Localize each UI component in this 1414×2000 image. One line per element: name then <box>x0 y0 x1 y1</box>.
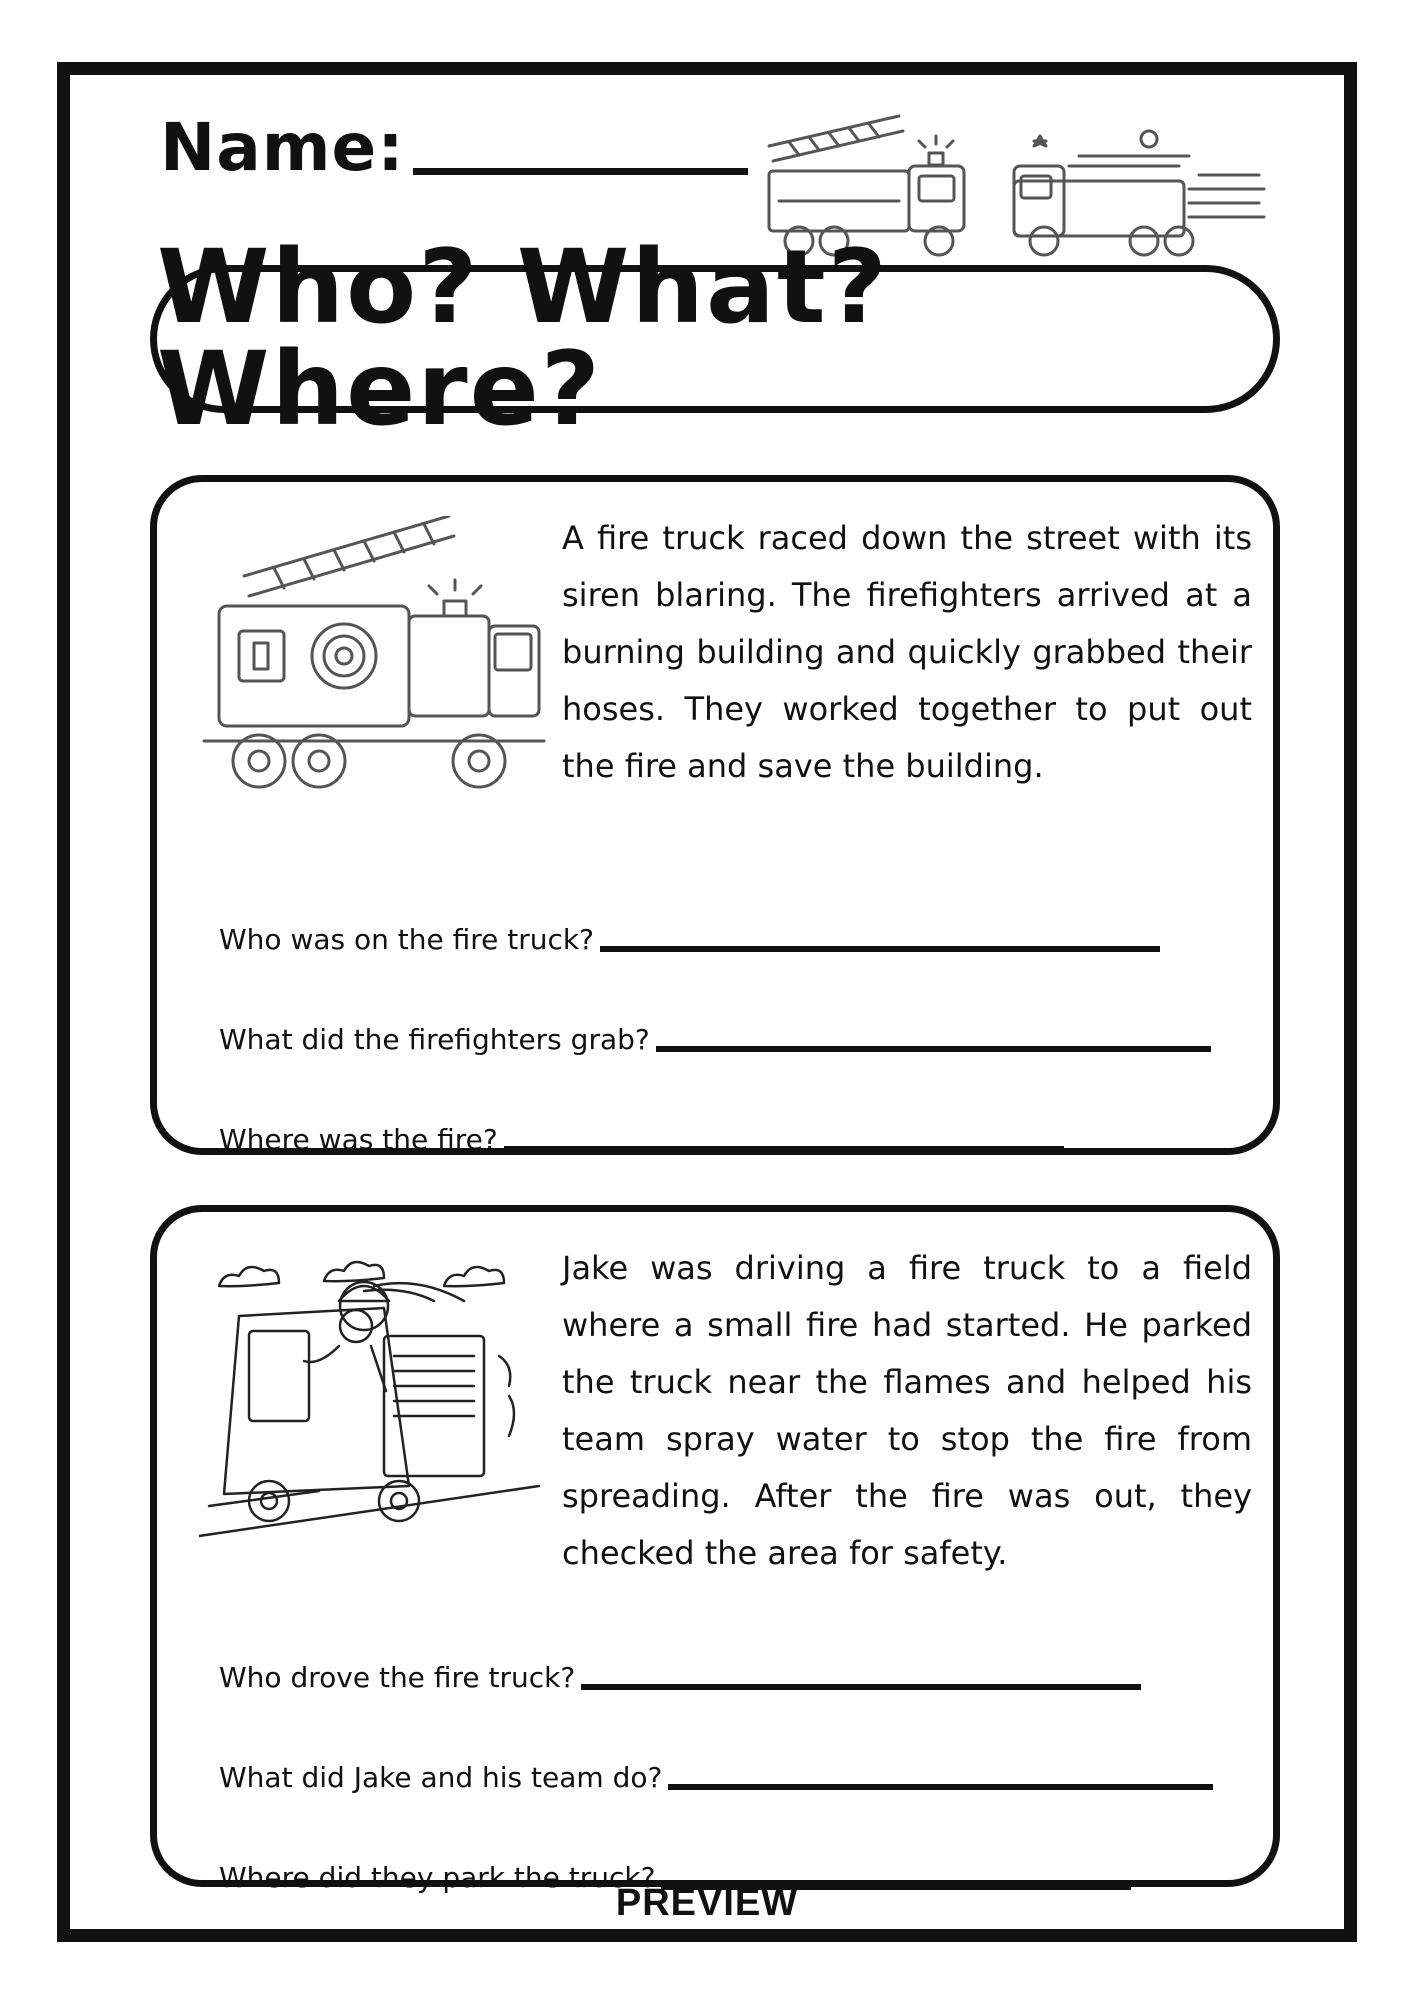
question-row <box>219 954 1239 1054</box>
title-banner <box>150 228 1280 449</box>
name-field[interactable] <box>413 168 748 175</box>
question-text: Who was on the fire truck? <box>219 923 595 956</box>
question-row <box>219 1592 1239 1692</box>
answer-line[interactable] <box>656 1046 1211 1052</box>
question-list <box>219 1592 1239 1892</box>
question-row <box>219 1692 1239 1792</box>
story-passage: Jake was driving a fire truck to a field where a small fire had started. He parked the truck near the flames and helped his team spray water to stop the fire from spreading. After the fire was out, they checked the area for safety. <box>562 1249 1252 1572</box>
question-text: Where did they park the truck? <box>219 1861 656 1894</box>
question-text: Who drove the fire truck? <box>219 1661 576 1694</box>
question-list <box>219 854 1239 1154</box>
worksheet-border <box>57 62 1357 1942</box>
page-title: Who? What? Where? <box>157 228 889 449</box>
name-label: Name: <box>160 109 405 186</box>
preview-label: PREVIEW <box>615 1882 799 1924</box>
question-row <box>219 854 1239 954</box>
answer-line[interactable] <box>600 946 1160 952</box>
firefighter-driving-truck-icon <box>199 1246 549 1546</box>
question-text: What did Jake and his team do? <box>219 1761 663 1794</box>
story-card-2 <box>150 1205 1280 1894</box>
question-row <box>219 1054 1239 1154</box>
question-text: Where was the fire? <box>219 1123 498 1156</box>
story-card-1 <box>150 475 1280 1155</box>
answer-line[interactable] <box>668 1784 1213 1790</box>
question-text: What did the firefighters grab? <box>219 1023 650 1056</box>
question-row <box>219 1792 1239 1892</box>
story-passage: A fire truck raced down the street with its siren blaring. The firefighters arrived at a burning building and quickly grabbed their hoses. They worked together to put out the fire and save the building. <box>562 519 1252 785</box>
fire-truck-ladder-icon <box>199 516 549 816</box>
name-row <box>160 109 748 186</box>
answer-line[interactable] <box>581 1684 1141 1690</box>
answer-line[interactable] <box>504 1146 1064 1152</box>
